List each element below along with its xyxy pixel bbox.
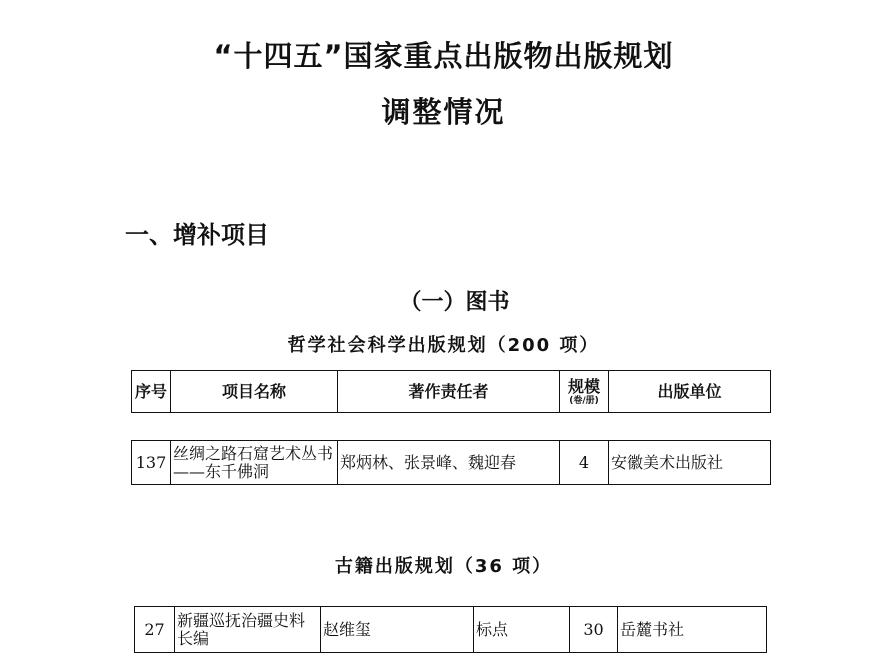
philosophy-plan-title: 哲学社会科学出版规划（200 项） xyxy=(287,335,600,356)
header-scale-label: 规模 xyxy=(567,376,600,396)
table-row xyxy=(135,607,767,653)
document-title-line-2: 调整情况 xyxy=(381,95,506,129)
header-index: 序号 xyxy=(132,371,171,413)
table-header-row xyxy=(132,371,771,413)
header-publisher: 出版单位 xyxy=(609,371,771,413)
header-scale xyxy=(560,371,609,413)
row-name: 新疆巡抚治疆史料长编 xyxy=(175,607,321,653)
table-row xyxy=(132,441,771,485)
ancient-books-row-table xyxy=(134,606,767,653)
row-index: 27 xyxy=(135,607,175,653)
section-heading: 一、增补项目 xyxy=(125,221,269,249)
row-authors: 赵维玺 xyxy=(321,607,474,653)
header-scale-unit: (卷/册) xyxy=(569,395,599,406)
document-title-line-1: “十四五”国家重点出版物出版规划 xyxy=(213,39,674,73)
row-authors: 郑炳林、张景峰、魏迎春 xyxy=(338,441,560,485)
subsection-heading: （一）图书 xyxy=(399,290,510,315)
row-scale: 30 xyxy=(570,607,618,653)
ancient-books-plan-title: 古籍出版规划（36 项） xyxy=(334,556,553,577)
philosophy-plan-row-table xyxy=(131,440,771,485)
header-name: 项目名称 xyxy=(171,371,338,413)
row-publisher: 岳麓书社 xyxy=(618,607,767,653)
row-method: 标点 xyxy=(474,607,570,653)
row-index: 137 xyxy=(132,441,171,485)
row-scale: 4 xyxy=(560,441,609,485)
header-authors: 著作责任者 xyxy=(338,371,560,413)
row-publisher: 安徽美术出版社 xyxy=(609,441,771,485)
row-name: 丝绸之路石窟艺术丛书——东千佛洞 xyxy=(171,441,338,485)
philosophy-plan-header-table xyxy=(131,370,771,413)
